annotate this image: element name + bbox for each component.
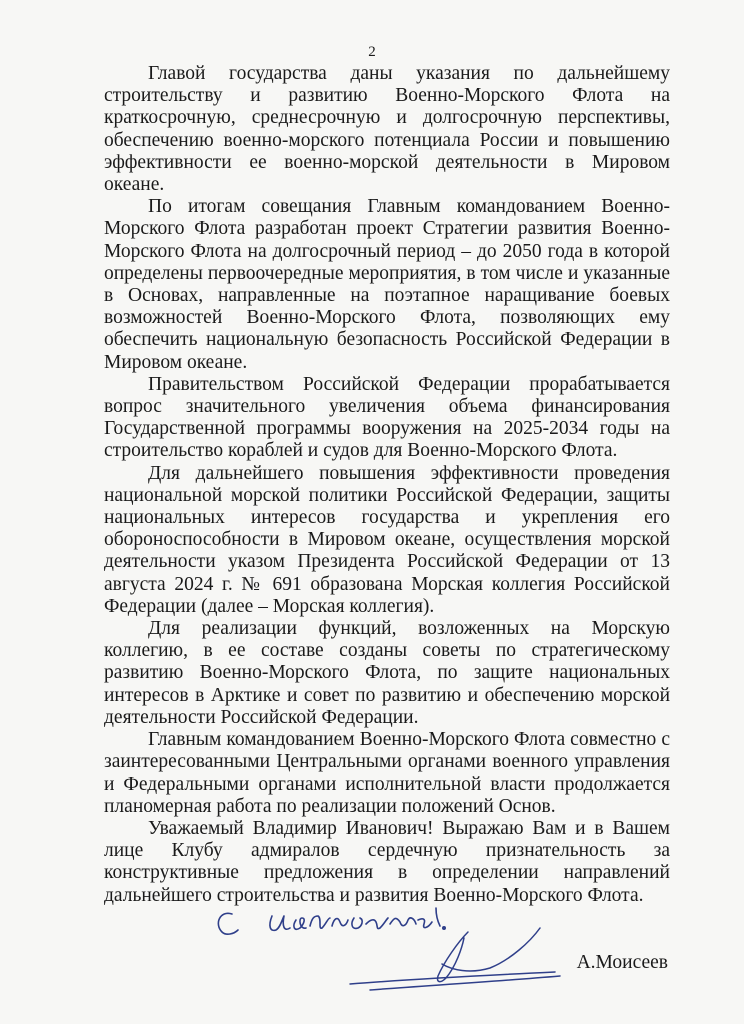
paragraph: Главой государства даны указания по дальнейшему строительству и развитию Военно-Морского Флота на краткосрочную, среднесрочную и долгосрочную перспективы, обеспечению военно-морского потенциала России и повышению эффективности ее военно-морской деятельности в Мировом океане. <box>104 63 670 196</box>
paragraph: Главным командованием Военно-Морского Флота совместно с заинтересованными Центральными органами военного управления и Федеральными органами исполнительной власти продолжается планомерная работа по реализации положений Основ. <box>104 729 670 817</box>
paragraph: По итогам совещания Главным командованием Военно-Морского Флота разработан проект Стратегии развития Военно-Морского Флота на долгосрочный период – до 2050 года в которой определены первоочередные мероприятия, в том числе и указанные в Основах, направленные на поэтапное наращивание боевых возможностей Военно-Морского Флота, позволяющих ему обеспечить национальную безопасность Российской Федерации в Мировом океане. <box>104 196 670 373</box>
signature <box>340 918 570 998</box>
paragraph: Для реализации функций, возложенных на Морскую коллегию, в ее составе созданы советы по стратегическому развитию Военно-Морского Флота, по защите национальных интересов в Арктике и совет по развитию и обеспечению морской деятельности Российской Федерации. <box>104 618 670 728</box>
paragraph: Уважаемый Владимир Иванович! Выражаю Вам и в Вашем лице Клубу адмиралов сердечную признательность за конструктивные предложения в определении направлений дальнейшего строительства и развития Военно-Морского Флота. <box>104 817 670 906</box>
paragraph: Правительством Российской Федерации прорабатывается вопрос значительного увеличения объема финансирования Государственной программы вооружения на 2025-2034 годы на строительство кораблей и судов для Военно-Морского Флота. <box>104 373 670 462</box>
letter-body <box>104 63 670 907</box>
page-number: 2 <box>368 44 376 60</box>
signatory-name: А.Моисеев <box>576 952 668 973</box>
paragraph: Для дальнейшего повышения эффективности проведения национальной морской политики Российской Федерации, защиты национальных интересов государства и укрепления его обороноспособности в Мировом океане, осуществления морской деятельности указом Президента Российской Федерации от 13 августа 2024 г. № 691 образована Морская коллегия Российской Федерации (далее – Морская коллегия). <box>104 462 670 617</box>
